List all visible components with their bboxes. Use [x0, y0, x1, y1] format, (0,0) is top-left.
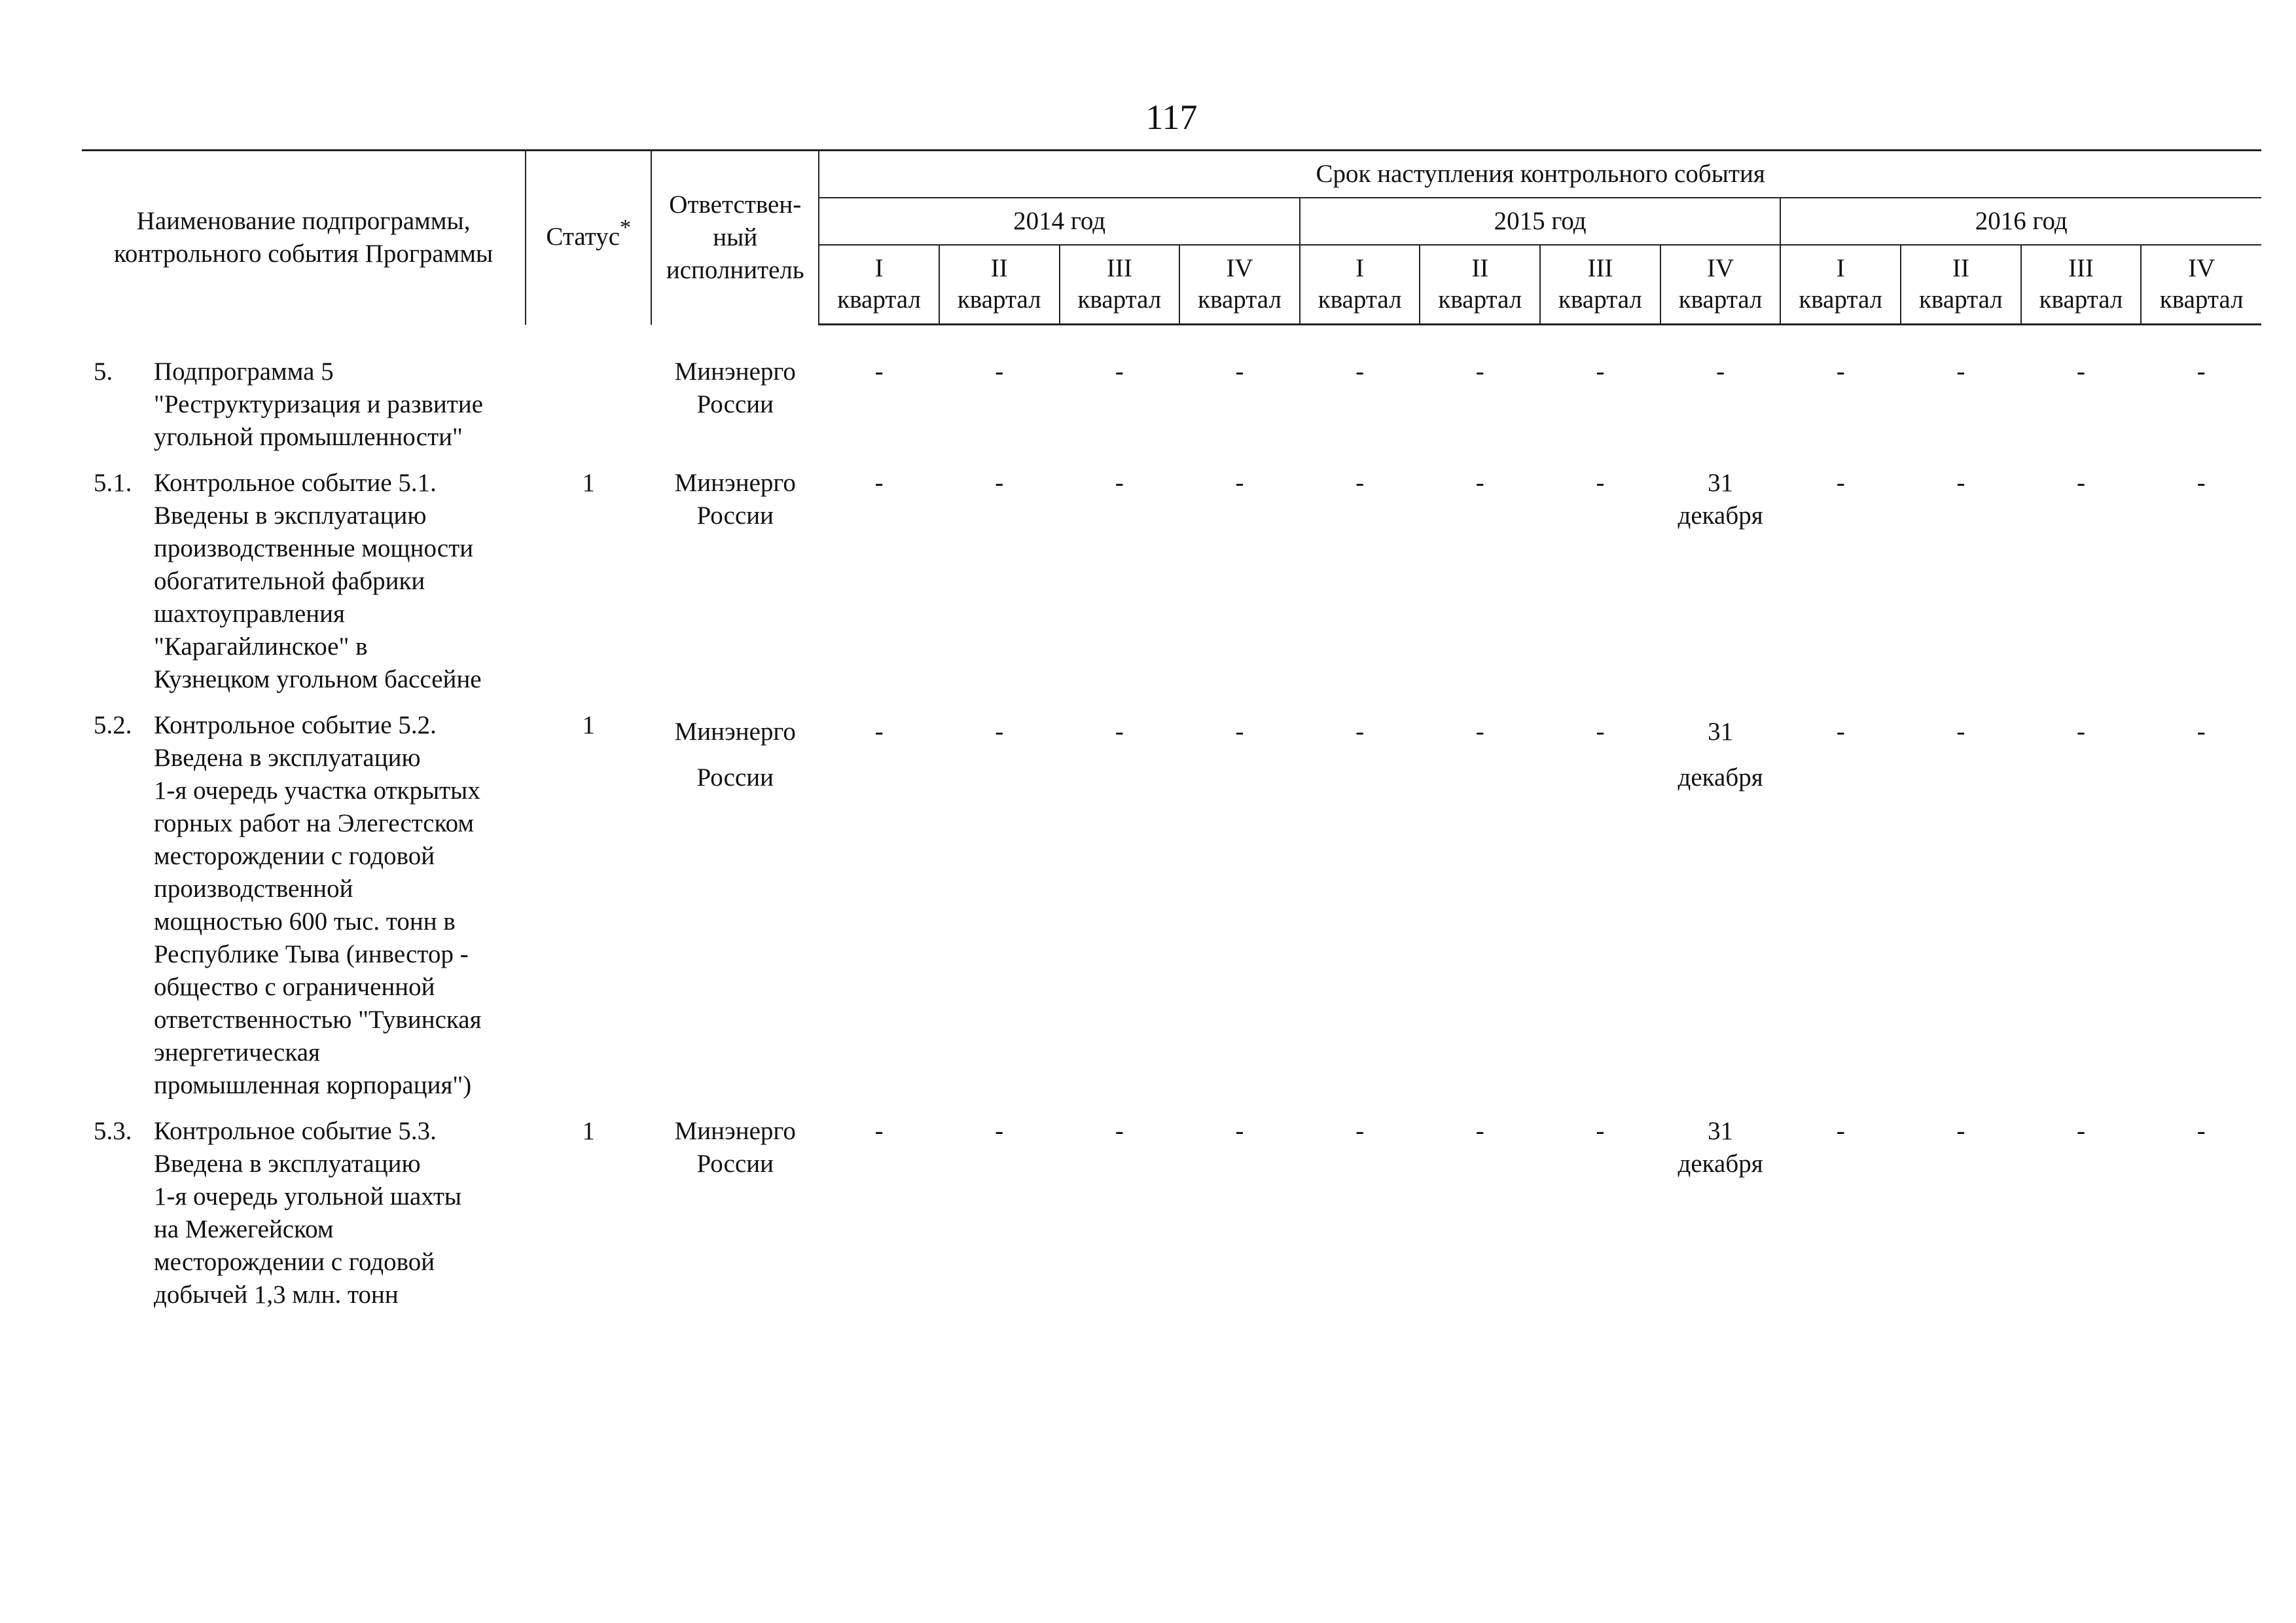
quarter-deadline-cell: - — [995, 469, 1004, 497]
quarter-deadline-cell: - — [995, 1117, 1004, 1145]
quarter-deadline-cell: - — [1836, 718, 1845, 746]
quarter-deadline-cell: - — [874, 718, 884, 746]
quarter-deadline-cell: - — [1836, 357, 1845, 386]
quarter-deadline-cell: - — [2077, 469, 2085, 497]
quarter-deadline-cell: - — [2077, 718, 2085, 746]
event-status: 1 — [582, 1117, 595, 1145]
quarter-deadline-cell: - — [1475, 469, 1484, 497]
header-quarter-5: I квартал — [1300, 245, 1420, 325]
quarter-deadline-cell: - — [1235, 718, 1244, 746]
quarter-deadline-cell: - — [2197, 718, 2206, 746]
header-status-mark: * — [620, 215, 632, 240]
event-number: 5.3. — [94, 1117, 132, 1145]
event-responsible: Минэнерго России — [674, 357, 796, 418]
header-quarter-3: III квартал — [1060, 245, 1180, 325]
event-name-cell — [82, 467, 526, 709]
table-row — [82, 1115, 2261, 1324]
control-events-table — [82, 149, 2261, 1324]
header-quarter-4: IV квартал — [1179, 245, 1300, 325]
event-responsible: Минэнерго России — [674, 718, 796, 792]
event-number: 5.1. — [94, 469, 132, 497]
quarter-deadline-cell: - — [1836, 469, 1845, 497]
event-name: Контрольное событие 5.3. Введена в эксплуатацию 1-я очередь угольной шахты на Межегейском месторождении с годовой добычей 1,3 млн. тонн — [154, 1117, 462, 1309]
header-status — [526, 151, 651, 325]
header-responsible: Ответствен- ный исполнитель — [651, 151, 819, 325]
quarter-deadline-cell: 31 декабря — [1677, 718, 1763, 792]
quarter-deadline-cell: - — [2197, 1117, 2206, 1145]
quarter-deadline-cell: - — [1475, 1117, 1484, 1145]
event-status: 1 — [582, 469, 595, 497]
quarter-deadline-cell: - — [874, 1117, 884, 1145]
table-header — [82, 151, 2261, 325]
page-number: 117 — [1145, 98, 1198, 137]
header-quarter-12: IV квартал — [2141, 245, 2261, 325]
event-name-cell — [82, 1115, 526, 1324]
event-status — [526, 356, 651, 467]
quarter-deadline-cell: - — [2197, 469, 2206, 497]
event-number: 5. — [94, 357, 113, 386]
quarter-deadline-cell: - — [1355, 718, 1365, 746]
header-quarter-6: II квартал — [1420, 245, 1540, 325]
quarter-deadline-cell: - — [1596, 357, 1605, 386]
header-year-2015: 2015 год — [1300, 198, 1781, 245]
quarter-deadline-cell: - — [1596, 718, 1605, 746]
event-number: 5.2. — [94, 711, 132, 739]
quarter-deadline-cell: - — [874, 469, 884, 497]
quarter-deadline-cell: - — [1355, 357, 1365, 386]
quarter-deadline-cell: - — [1716, 357, 1725, 386]
quarter-deadline-cell: - — [1956, 718, 1965, 746]
quarter-deadline-cell: - — [1475, 718, 1484, 746]
event-responsible: Минэнерго России — [674, 469, 796, 530]
header-name: Наименование подпрограммы, контрольного события Программы — [82, 151, 526, 325]
quarter-deadline-cell: - — [1115, 1117, 1124, 1145]
quarter-deadline-cell: - — [1115, 469, 1124, 497]
header-deadline-group: Срок наступления контрольного события — [819, 151, 2261, 198]
quarter-deadline-cell: 31 декабря — [1677, 1117, 1763, 1178]
quarter-deadline-cell: - — [1115, 357, 1124, 386]
quarter-deadline-cell: - — [995, 718, 1004, 746]
quarter-deadline-cell: - — [1475, 357, 1484, 386]
event-name: Контрольное событие 5.1. Введены в эксплуатацию производственные мощности обогатительной фабрики шахтоуправления "Карагайлинское" в Кузнецком угольном бассейне — [154, 469, 482, 693]
quarter-deadline-cell: - — [2197, 357, 2206, 386]
event-name: Контрольное событие 5.2. Введена в эксплуатацию 1-я очередь участка открытых горных работ на Элегестском месторождении с годовой производственной мощностью 600 тыс. тонн в Республике Тыва (инвестор - общество с ограниченной ответственностью "Тувинская энергетическая промышленная корпорация") — [154, 711, 482, 1099]
header-status-label: Статус — [546, 223, 620, 251]
quarter-deadline-cell: - — [1596, 469, 1605, 497]
quarter-deadline-cell: 31 декабря — [1677, 469, 1763, 530]
event-name-cell — [82, 709, 526, 1115]
quarter-deadline-cell: - — [1596, 1117, 1605, 1145]
header-year-2016: 2016 год — [1780, 198, 2261, 245]
event-status: 1 — [582, 711, 595, 739]
header-year-2014: 2014 год — [819, 198, 1300, 245]
table-row — [82, 467, 2261, 709]
quarter-deadline-cell: - — [1355, 469, 1365, 497]
quarter-deadline-cell: - — [1956, 1117, 1965, 1145]
table-body — [82, 325, 2261, 1325]
quarter-deadline-cell: - — [1115, 718, 1124, 746]
quarter-deadline-cell: - — [995, 357, 1004, 386]
quarter-deadline-cell: - — [2077, 357, 2085, 386]
quarter-deadline-cell: - — [2077, 1117, 2085, 1145]
event-responsible: Минэнерго России — [674, 1117, 796, 1178]
quarter-deadline-cell: - — [1235, 357, 1244, 386]
event-name-cell — [82, 356, 526, 467]
table-row — [82, 356, 2261, 467]
header-quarter-8: IV квартал — [1660, 245, 1781, 325]
table-row — [82, 709, 2261, 1115]
event-name: Подпрограмма 5 "Реструктуризация и развитие угольной промышленности" — [154, 357, 484, 451]
quarter-deadline-cell: - — [1956, 469, 1965, 497]
quarter-deadline-cell: - — [1235, 469, 1244, 497]
header-quarter-10: II квартал — [1901, 245, 2021, 325]
header-quarter-9: I квартал — [1780, 245, 1901, 325]
quarter-deadline-cell: - — [1235, 1117, 1244, 1145]
header-quarter-11: III квартал — [2021, 245, 2142, 325]
quarter-deadline-cell: - — [874, 357, 884, 386]
quarter-deadline-cell: - — [1836, 1117, 1845, 1145]
quarter-deadline-cell: - — [1355, 1117, 1365, 1145]
quarter-deadline-cell: - — [1956, 357, 1965, 386]
header-quarter-2: II квартал — [939, 245, 1060, 325]
header-quarter-1: I квартал — [819, 245, 939, 325]
header-quarter-7: III квартал — [1540, 245, 1660, 325]
